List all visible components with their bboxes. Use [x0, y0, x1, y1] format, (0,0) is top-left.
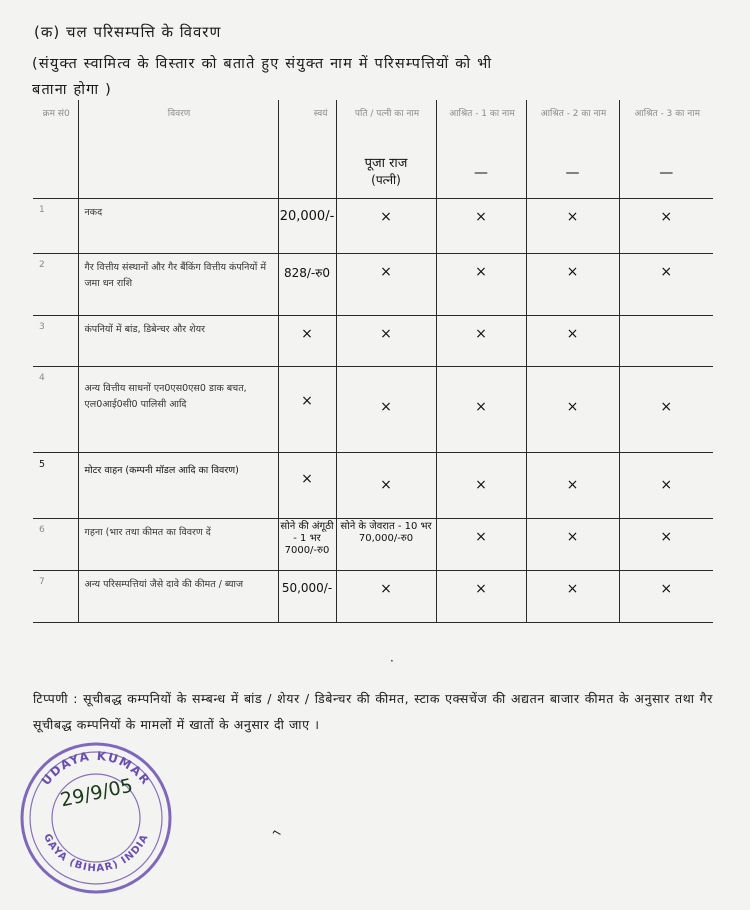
- header-row: [33, 100, 713, 198]
- col-dep3: आश्रित - 3 का नाम —: [619, 100, 713, 198]
- col-desc: विवरण: [78, 100, 278, 198]
- table-row: 3 कंपनियों में बांड, डिबेन्चर और शेयर × × × ×: [33, 315, 713, 366]
- section-subheading-cont: बताना होगा ): [32, 82, 112, 98]
- spouse-relation: (पत्नी): [371, 173, 401, 187]
- table-row: 7 अन्य परिसम्पत्तियां जैसे दावे की कीमत / ब्याज 50,000/- × × × ×: [33, 570, 713, 622]
- col-sno: क्रम सं0: [33, 100, 78, 198]
- section-heading: (क) चल परिसम्पत्ति के विवरण: [34, 23, 222, 41]
- col-dep2: आश्रित - 2 का नाम —: [526, 100, 619, 198]
- col-self: स्वयं: [278, 100, 336, 198]
- table-row: 2 गैर वित्तीय संस्थानों और गैर बैंकिंग वित्तीय कंपनियों में जमा धन राशि 828/-रु0 × × × ×: [33, 253, 713, 315]
- section-subheading: (संयुक्त स्वामित्व के विस्तार को बताते हुए संयुक्त नाम में परिसम्पत्तियों को भी: [32, 56, 493, 72]
- col-spouse: पति / पत्नी का नाम पूजा राज (पत्नी): [336, 100, 436, 198]
- notary-seal-icon: [16, 738, 176, 898]
- stray-mark: ·: [390, 654, 394, 668]
- table-row: 1 नकद 20,000/- × × × ×: [33, 198, 713, 253]
- movable-assets-table: [33, 100, 713, 623]
- table-row: 5 मोटर वाहन (कम्पनी मॉडल आदि का विवरण) × × × × ×: [33, 452, 713, 518]
- seal-top-text: UDAYA KUMAR: [38, 748, 154, 788]
- footnote: टिप्पणी : सूचीबद्ध कम्पनियों के सम्बन्ध में बांड / शेयर / डिबेन्चर की कीमत, स्टाक एक्सचेंज की अद्यतन बाजार कीमत के अनुसार तथा गैर सूचीबद्ध कम्पनियों के मामलों में खातों के अनुसार दी जाए ।: [33, 691, 713, 732]
- col-dep1: आश्रित - 1 का नाम —: [436, 100, 526, 198]
- handwritten-date: 29/9/05: [58, 774, 135, 812]
- seal-bottom-text: GAYA (BIHAR) INDIA: [40, 832, 151, 875]
- table-row: 4 अन्य वित्तीय साधनों एन0एस0एस0 डाक बचत, एल0आई0सी0 पालिसी आदि × × × × ×: [33, 366, 713, 452]
- spouse-name: पूजा राज: [364, 156, 408, 171]
- stray-mark: ⌐: [269, 824, 285, 842]
- table-row: 6 गहना (भार तथा कीमत का विवरण दें सोने की अंगूठी - 1 भर 7000/-रु0 सोने के जेवरात - 10 भर 70,000/-रु0 × × ×: [33, 518, 713, 570]
